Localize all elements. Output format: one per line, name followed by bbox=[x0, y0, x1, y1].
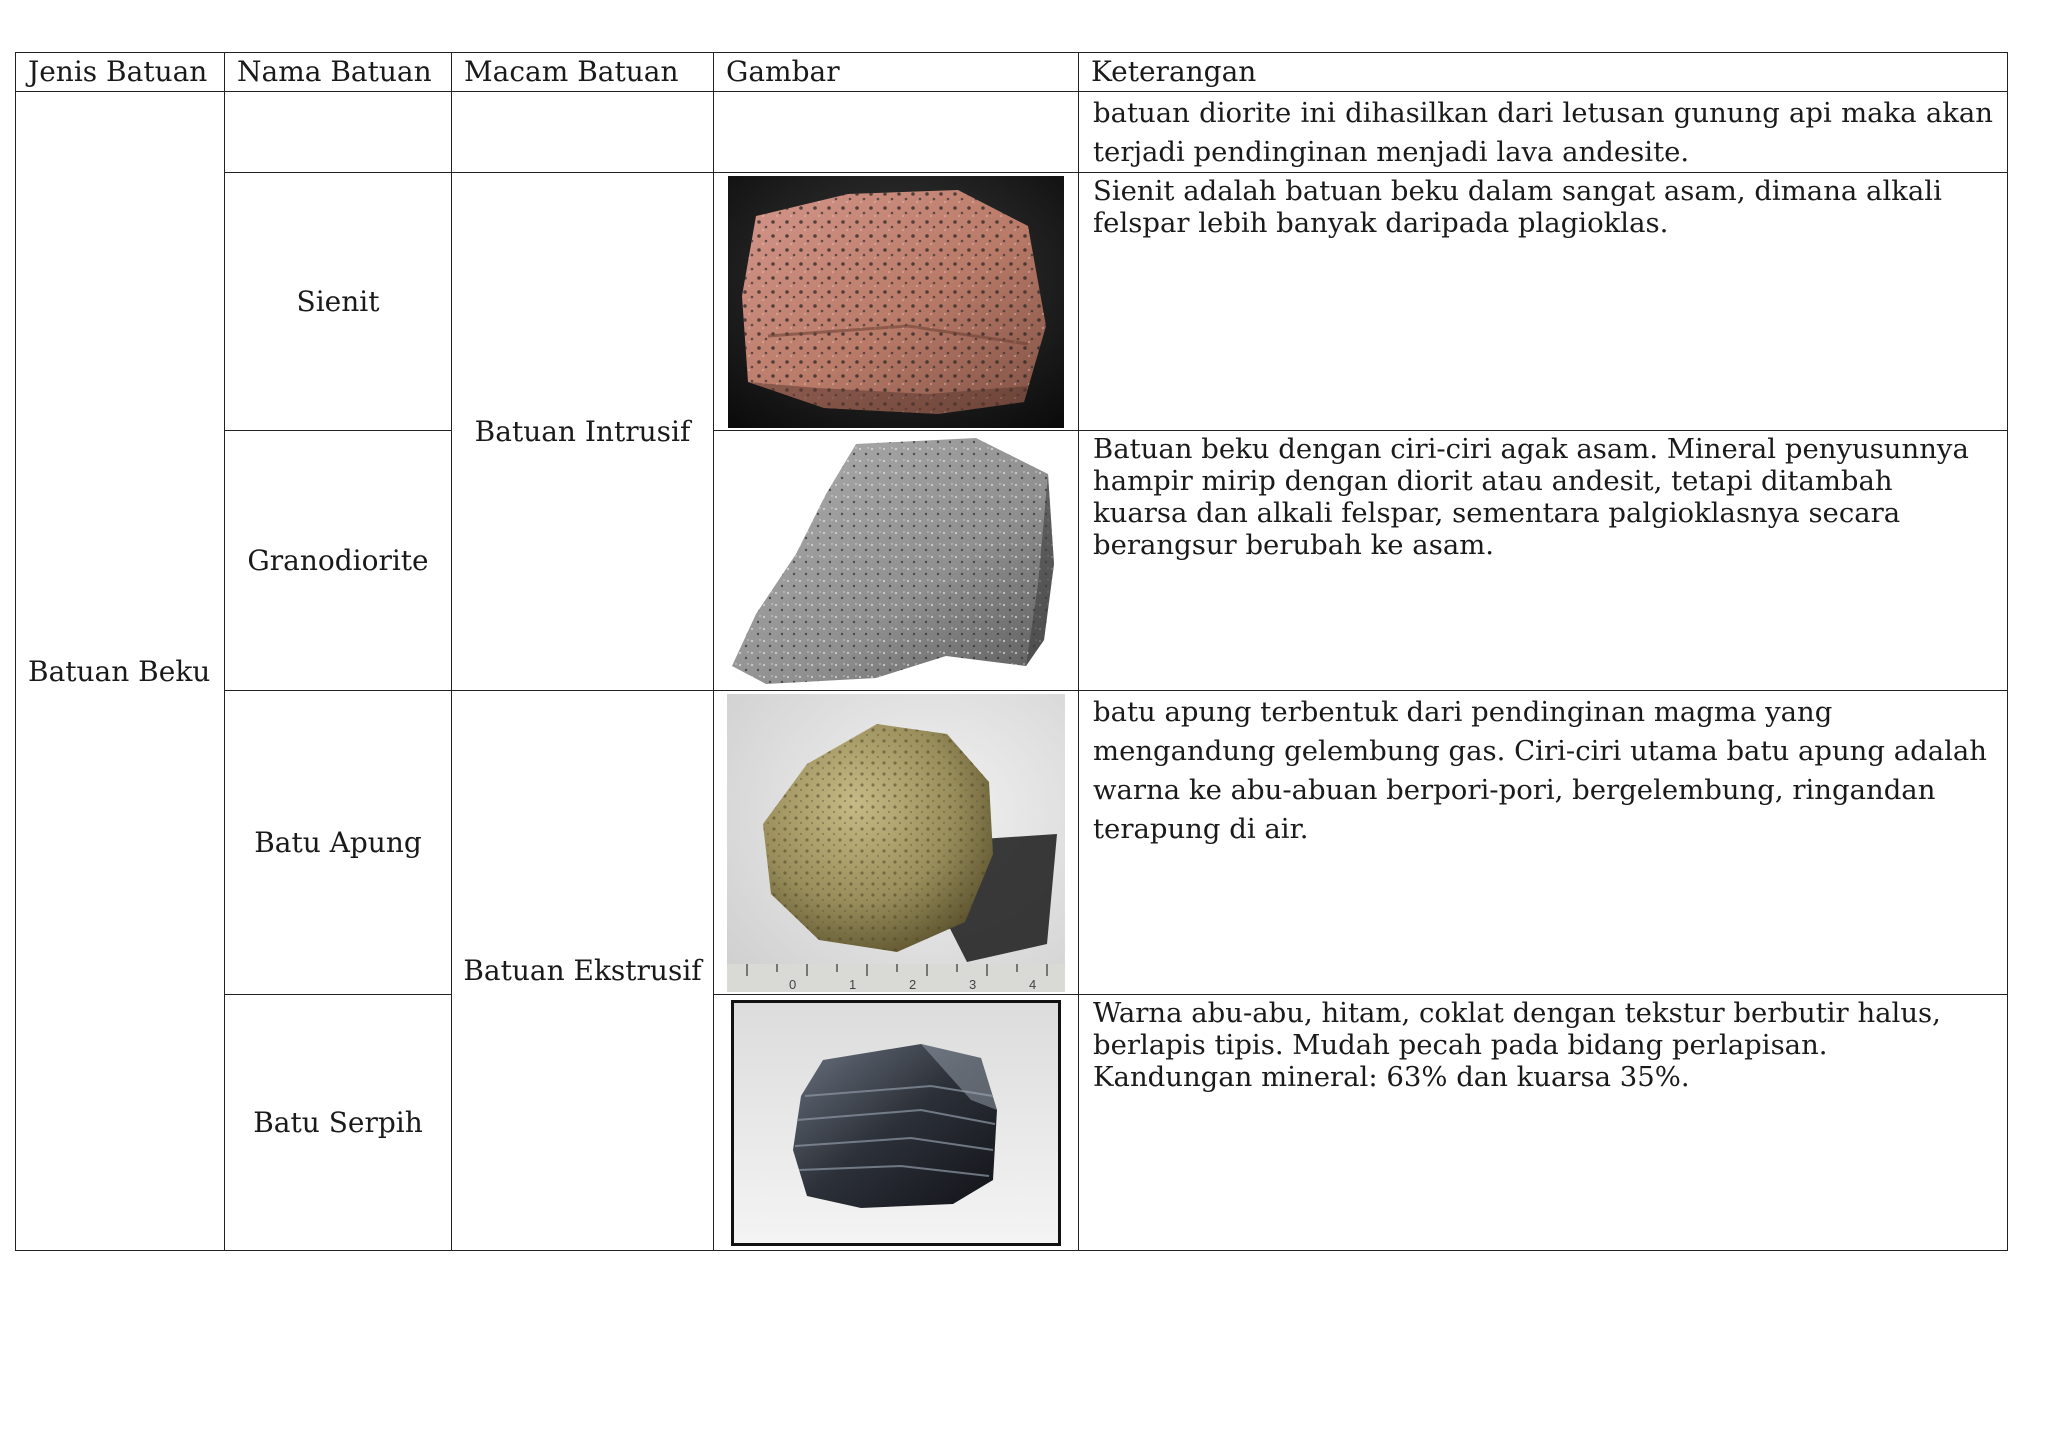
table-row bbox=[16, 431, 2008, 691]
rock-table bbox=[15, 52, 2008, 1251]
ruler-label: 4 bbox=[1029, 976, 1037, 992]
keterangan-cell: batuan diorite ini dihasilkan dari letusan gunung api maka akan terjadi pendinginan menjadi lava andesite. bbox=[1079, 92, 2008, 173]
gambar-cell-empty bbox=[714, 92, 1079, 173]
header-macam-batuan: Macam Batuan bbox=[452, 53, 714, 92]
table-row bbox=[16, 92, 2008, 173]
pumice-rock-photo bbox=[727, 694, 1065, 992]
gambar-cell bbox=[714, 431, 1079, 691]
nama-batuan-cell bbox=[225, 92, 452, 173]
gambar-cell bbox=[714, 995, 1079, 1251]
header-keterangan: Keterangan bbox=[1079, 53, 2008, 92]
header-gambar: Gambar bbox=[714, 53, 1079, 92]
nama-batuan-cell: Batu Serpih bbox=[225, 995, 452, 1251]
nama-batuan-cell: Batu Apung bbox=[225, 691, 452, 995]
macam-batuan-cell: Batuan Ekstrusif bbox=[452, 691, 714, 1251]
ruler-label: 0 bbox=[789, 976, 797, 992]
ruler-label: 2 bbox=[909, 976, 917, 992]
table-row bbox=[16, 173, 2008, 431]
keterangan-cell: batu apung terbentuk dari pendinginan magma yang mengandung gelembung gas. Ciri-ciri utama batu apung adalah warna ke abu-abuan berpori-pori, bergelembung, ringandan terapung di air. bbox=[1079, 691, 2008, 995]
keterangan-cell: Batuan beku dengan ciri-ciri agak asam. Mineral penyusunnya hampir mirip dengan diorit atau andesit, tetapi ditambah kuarsa dan alkali felspar, sementara palgioklasnya secara berangsur berubah ke asam. bbox=[1079, 431, 2008, 691]
keterangan-cell: Sienit adalah batuan beku dalam sangat asam, dimana alkali felspar lebih banyak daripada plagioklas. bbox=[1079, 173, 2008, 431]
sienite-rock-photo bbox=[728, 176, 1064, 428]
ruler-label: 3 bbox=[969, 976, 977, 992]
nama-batuan-cell: Granodiorite bbox=[225, 431, 452, 691]
shale-rock-photo bbox=[731, 1000, 1061, 1246]
gambar-cell bbox=[714, 691, 1079, 995]
header-row bbox=[16, 53, 2008, 92]
gambar-cell bbox=[714, 173, 1079, 431]
table-row bbox=[16, 995, 2008, 1251]
keterangan-cell: Warna abu-abu, hitam, coklat dengan tekstur berbutir halus, berlapis tipis. Mudah pecah pada bidang perlapisan. Kandungan mineral: 63% dan kuarsa 35%. bbox=[1079, 995, 2008, 1251]
table-row bbox=[16, 691, 2008, 995]
header-nama-batuan: Nama Batuan bbox=[225, 53, 452, 92]
nama-batuan-cell: Sienit bbox=[225, 173, 452, 431]
jenis-batuan-cell: Batuan Beku bbox=[16, 92, 225, 1251]
ruler-label: 1 bbox=[849, 976, 857, 992]
macam-batuan-cell-empty bbox=[452, 92, 714, 173]
header-jenis-batuan: Jenis Batuan bbox=[16, 53, 225, 92]
granodiorite-rock-photo bbox=[726, 434, 1066, 688]
macam-batuan-cell: Batuan Intrusif bbox=[452, 173, 714, 691]
